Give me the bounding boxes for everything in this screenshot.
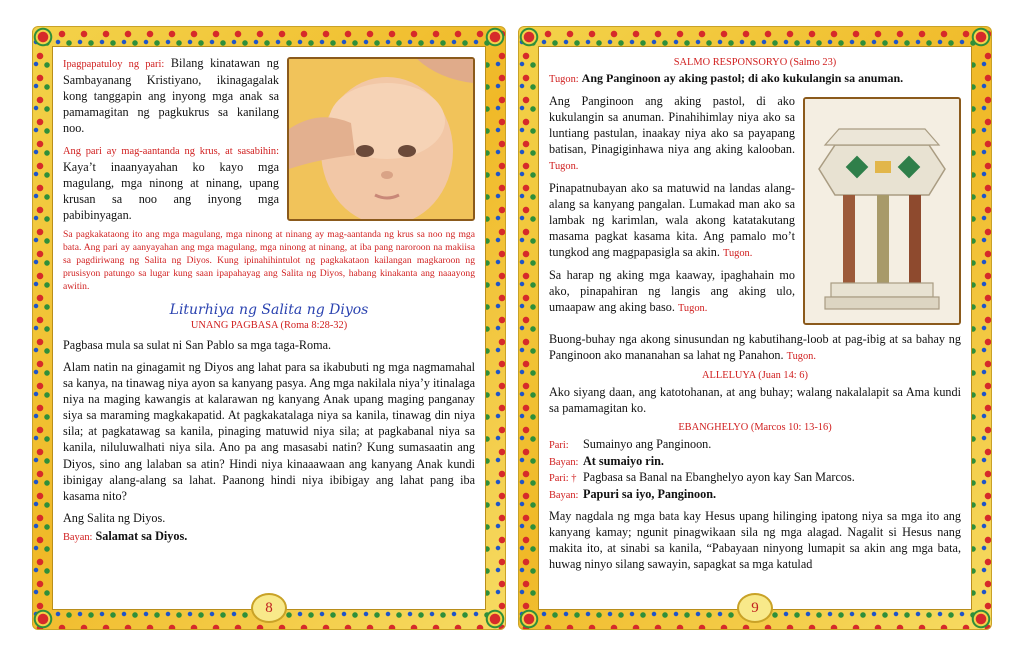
reading-intro: Pagbasa mula sa sulat ni San Pablo sa mga taga-Roma. — [63, 337, 332, 352]
psalm-verse: Buong-buhay nga akong sinusundan ng kabutihang-loob at pag-ibig at sa bahay ng Panginoon ako mananahan sa lahat ng Panahon. — [549, 331, 961, 362]
alleluia-title: ALLELUYA (Juan 14: 6) — [702, 369, 808, 381]
page-number: 9 — [737, 593, 773, 623]
corner-ornament — [484, 608, 506, 630]
section-title: Liturhiya ng Salita ng Diyos — [169, 301, 369, 318]
dialogue-line: At sumaiyo rin. — [583, 453, 664, 468]
corner-ornament — [970, 26, 992, 48]
bayan-response: Salamat sa Diyos. — [95, 528, 188, 543]
alleluia-text: Ako siyang daan, ang katotohanan, at ang buhay; walang nakalalapit sa Ama kundi sa pamamagitan ko. — [549, 384, 961, 415]
psalm-verse: Pinapatnubayan ako sa matuwid na landas alang-alang sa kanyang pangalan. Lumakad man ako sa lambak ng karimlan, wala akong katatakutang masama pagkat kasama kita. Ang pamalo mo’t tungkod ang magpapasigla sa akin. — [549, 180, 795, 260]
dialogue-line: Pagbasa sa Banal na Ebanghelyo ayon kay San Marcos. — [583, 470, 855, 485]
tugon-label: Tugon: — [549, 74, 579, 85]
baby-cross-photo — [287, 57, 475, 221]
tugon-marker: Tugon. — [677, 303, 708, 315]
tugon-marker: Tugon. — [549, 161, 579, 173]
page-number: 8 — [251, 593, 287, 623]
corner-ornament — [518, 26, 540, 48]
baby-face-illustration — [289, 59, 473, 219]
reading-title: UNANG PAGBASA (Roma 8:28-32) — [190, 319, 348, 331]
bayan-label: Bayan: — [549, 490, 579, 502]
pari-label: Pari: † — [549, 473, 577, 485]
rubric-paragraph: Sa pagkakataong ito ang mga magulang, mga ninong at ninang ay mag-aantanda ng krus sa noo ng mga bata. Ang pari ay aanyayahan ang mga magulang, mga ninong at ninang, at iba pang naroroon na makiisa sa pagdiriwang ng Salita ng Diyos. Kung ipinahihintulot ng pagkakataon kailangan magkaroon ng prusisyon patungo sa lugar kung saan ipapahayag ang Salita ng Diyos, habang kinakanta ang naaayong awitin. — [63, 229, 475, 292]
tugon-marker: Tugon. — [786, 350, 816, 362]
rubric-label: Ang pari ay mag-aantanda ng krus, at sasabihin: — [63, 146, 279, 158]
corner-ornament — [518, 608, 540, 630]
priest-text: Bilang kinatawan ng Sambayanang Kristiyano, ikinagagalak kong tanggapin ang inyong mga anak sa pamamagitan ng pagkukrus sa kanilang noo. — [63, 56, 279, 136]
gospel-text: May nagdala ng mga bata kay Hesus upang hilinging ipatong niya sa mga ito ang kanyang kamay; ngunit pinagwikaan sila ng mga alagad. Nagalit si Hesus nang makita ito, at sinabi sa kanila, “Pabayaan ninyong lumapit sa akin ang mga bata, huwag ninyo silang sawayin, sapagkat sa mga katulad — [549, 508, 961, 572]
dialogue-block — [549, 436, 961, 503]
psalm-verse: Ang Panginoon ang aking pastol, di ako kukulangin sa anuman. Pinahihimlay niya ako sa luntiang pastulan, inaakay niya ako sa payapang batisan, Pinagiginhawa niya ang aking kalooban. — [549, 93, 795, 157]
gospel-title: EBANGHELYO (Marcos 10: 13-16) — [678, 421, 832, 433]
rubric-label: Ipagpapatuloy ng pari: — [63, 59, 165, 70]
corner-ornament — [32, 26, 54, 48]
bayan-label: Bayan: — [549, 456, 579, 468]
psalm-title: SALMO RESPONSORYO (Salmo 23) — [673, 57, 837, 68]
right-page — [518, 26, 992, 630]
left-page — [32, 26, 506, 630]
dialogue-line: Papuri sa iyo, Panginoon. — [583, 487, 717, 502]
dialogue-line: Sumainyo ang Panginoon. — [583, 436, 712, 451]
tugon-marker: Tugon. — [722, 248, 753, 260]
tugon-response: Ang Panginoon ay aking pastol; di ako kukulangin sa anuman. — [581, 71, 904, 85]
baptismal-font-illustration — [805, 99, 959, 323]
baptismal-font-photo — [803, 97, 961, 325]
bayan-label: Bayan: — [63, 531, 93, 543]
pari-label: Pari: — [549, 439, 569, 451]
corner-ornament — [484, 26, 506, 48]
corner-ornament — [32, 608, 54, 630]
left-page-text-area — [52, 46, 486, 616]
reading-text: Alam natin na ginagamit ng Diyos ang lahat para sa ikabubuti ng mga nagmamahal sa kanya, na tinawag niya ayon sa kanyang pasya. Ang mga nakilala niya’y itinalaga niya na maging kawangis at kalarawan ng kanyang Anak upang maging panganay siya sa maraming magkakapatid. At pagkakatalaga niya sa kanila, tinawag din niya sila; at pagkatawag sa kanila, pinaging matuwid niya sila; at pagkabanal niya sa kanila, niluluwalhati niya sila. Ano pa ang masasabi natin? Kung sumasaatin ang Diyos, sino ang lalaban sa atin? Hindi niya kinaaawaan ang kanyang Anak kundi ibinigay alang-alang sa lahat. Paanong hindi niya ibibigay ang lahat pang iba kasama nito? — [63, 360, 475, 503]
priest-text: Kaya’t inaanyayahan ko kayo mga magulang, mga ninong at ninang, upang krusan sa noo ang inyong mga pabibinyagan. — [63, 159, 279, 223]
corner-ornament — [970, 608, 992, 630]
right-page-text-area — [538, 46, 972, 616]
reading-closing: Ang Salita ng Diyos. — [63, 510, 166, 525]
psalm-verse: Sa harap ng aking mga kaaway, ipaghahain mo ako, pinapahiran ng langis ang aking ulo, umaapaw ang aking baso. — [549, 268, 795, 315]
